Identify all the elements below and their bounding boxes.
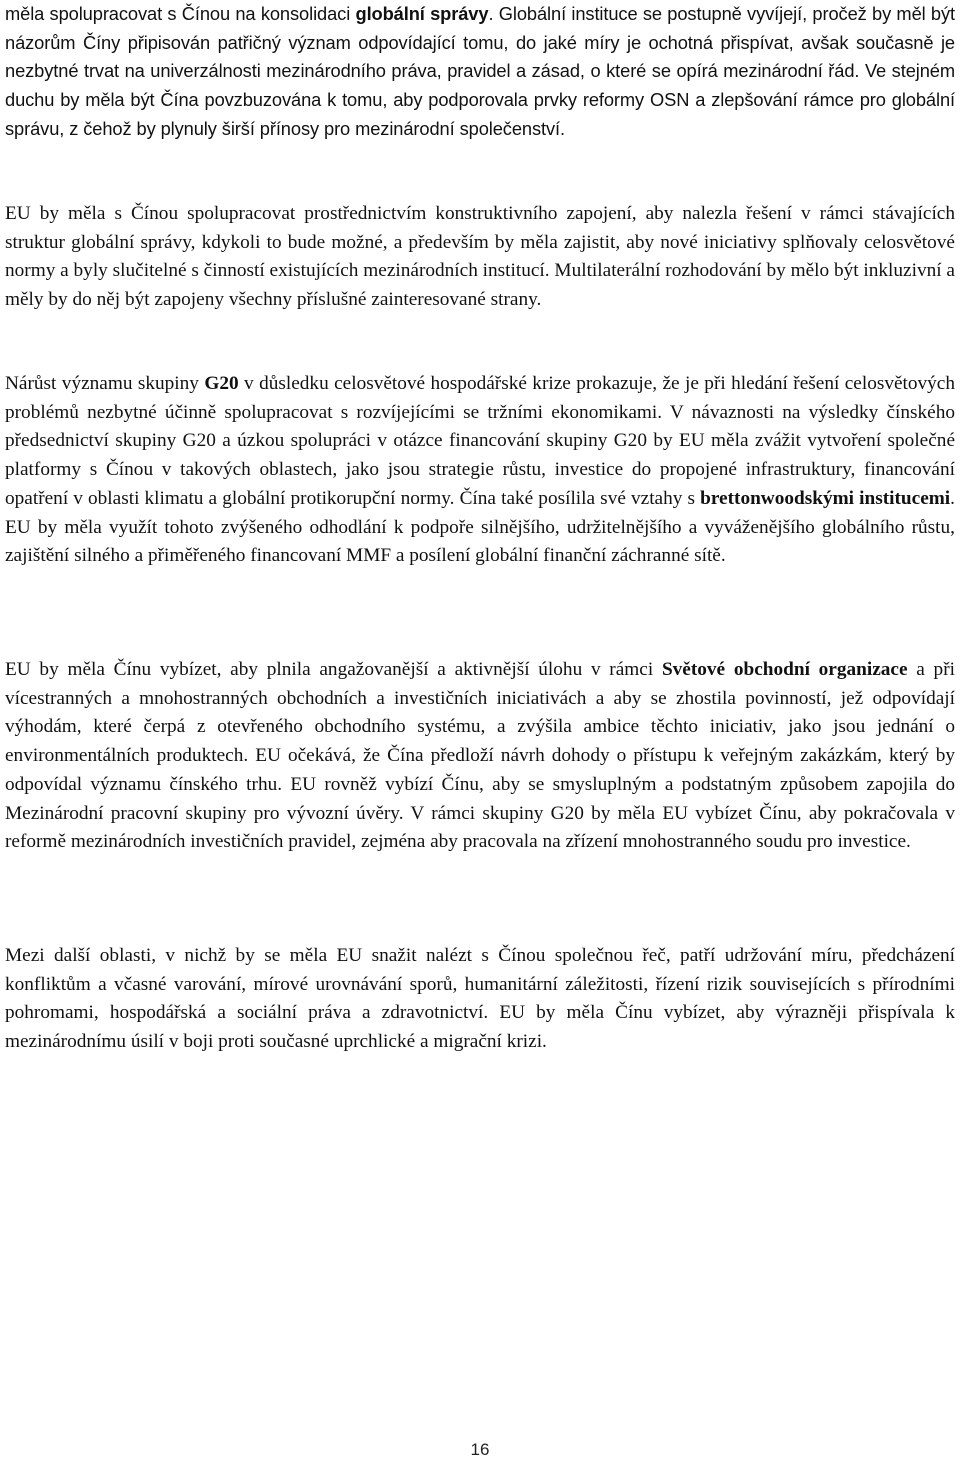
text-run: měla spolupracovat s Čínou na konsolidaci	[5, 3, 356, 24]
text-run: . Globální instituce se postupně vyvíjejí, pročež by měl být názorům Číny připisován patřičný význam odpovídající tomu, do jaké míry je ochotná přispívat, avšak současně je nezbytné trvat na univerzálnosti mezinárodního práva, pravidel a zásad, o které se opírá mezinárodní řád. Ve stejném duchu by měla být Čína povzbuzována k tomu, aby podporovala prvky reformy OSN a zlepšování rámce pro globální správu, z čehož by plynuly širší přínosy pro mezinárodní společenství.	[5, 3, 956, 139]
text-run: Nárůst významu skupiny	[5, 373, 205, 394]
text-run: v důsledku celosvětové hospodářské krize prokazuje, že je při hledání řešení celosvětových problémů nezbytné účinně spolupracovat s rozvíjejícími se tržními ekonomikami. V návaznosti na výsledky čínského předsednictví skupiny G20 a úzkou spolupráci v otázce financování skupiny G20 by EU měla zvážit vytvoření společné platformy s Čínou v takových oblastech, jako jsou strategie růstu, investice do propojené infrastruktury, financování opatření v oblasti klimatu a globální protikorupční normy. Čína také posílila své vztahy s	[5, 373, 956, 509]
paragraph-g20	[5, 370, 955, 571]
paragraph-wto	[5, 656, 955, 857]
bold-term: brettonwoodskými institucemi	[700, 487, 951, 509]
text-run: EU by měla Čínu vybízet, aby plnila angažovanější a aktivnější úlohu v rámci	[5, 659, 662, 680]
text-run: . EU by měla využít tohoto zvýšeného odhodlání k podpoře silnějšího, udržitelnějšího a vyváženějšího globálního růstu, zajištění silného a přiměřeného financovaní MMF a posílení globální finanční záchranné sítě.	[5, 487, 955, 567]
bold-term: Světové obchodní organizace	[661, 659, 908, 680]
text-run: Mezi další oblasti, v nichž by se měla EU snažit nalézt s Čínou společnou řeč, patří udržování míru, předcházení konfliktům a včasné varování, mírové urovnávání sporů, humanitární záležitosti, řízení rizik souvisejících s přírodními pohromami, hospodářská a sociální práva a zdravotnictví. EU by měla Čínu vybízet, aby výrazněji přispívala k mezinárodnímu úsilí v boji proti současné uprchlické a migrační krizi.	[5, 945, 955, 1053]
text-run: EU by měla s Čínou spolupracovat prostřednictvím konstruktivního zapojení, aby nalezla řešení v rámci stávajících struktur globální správy, kdykoli to bude možné, a především by měla zajistit, aby nové iniciativy splňovaly celosvětové normy a byly slučitelné s činností existujících mezinárodních institucí. Multilaterální rozhodování by mělo být inkluzivní a měly by do něj být zapojeny všechny příslušné zainteresované strany.	[5, 203, 955, 311]
paragraph-other-areas	[5, 942, 955, 1057]
bold-term: globální správy	[355, 3, 489, 24]
page-number: 16	[470, 1440, 490, 1459]
text-run: a při vícestranných a mnohostranných obchodních a investičních iniciativách a aby se zhostila povinností, jež odpovídají výhodám, které čerpá z otevřeného obchodního systému, a zvýšila ambice těchto iniciativ, jako jsou jednání o environmentálních produktech. EU očekává, že Čína předloží návrh dohody o přístupu k veřejným zakázkám, který by odpovídal významu čínského trhu. EU rovněž vybízí Čínu, aby se smysluplným a podstatným způsobem zapojila do Mezinárodní pracovní skupiny pro vývozní úvěry. V rámci skupiny G20 by měla EU vybízet Čínu, aby pokračovala v reformě mezinárodních investičních pravidel, zejména aby pracovala na zřízení mnohostranného soudu pro investice.	[5, 659, 955, 853]
paragraph-constructive-engagement	[5, 200, 955, 315]
paragraph-global-governance	[5, 0, 955, 144]
bold-term: G20	[204, 373, 239, 394]
